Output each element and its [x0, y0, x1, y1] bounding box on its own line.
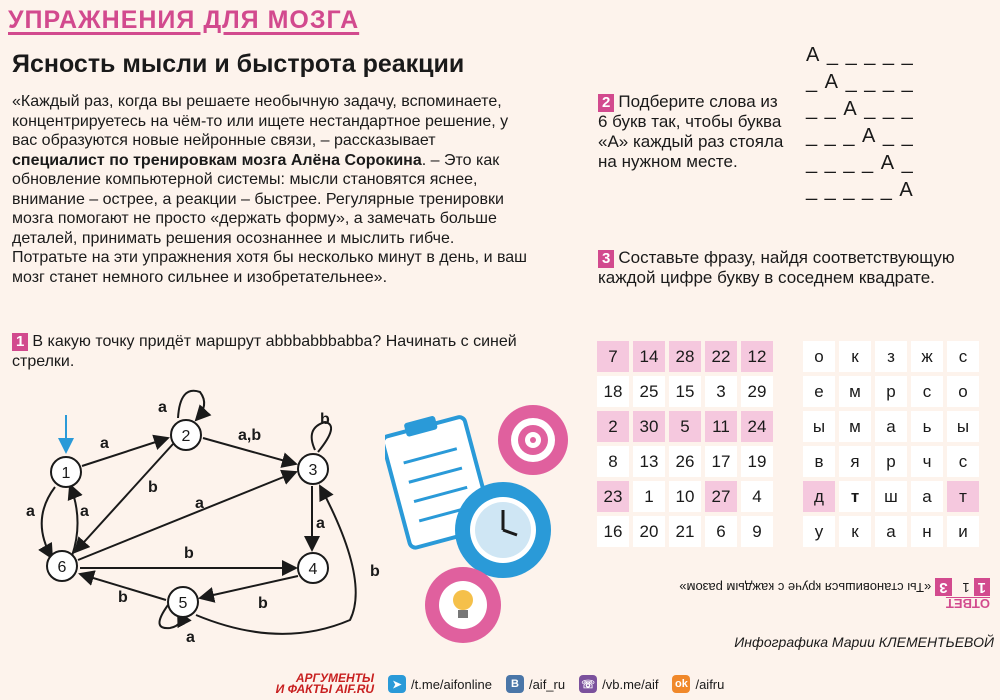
viber-link[interactable]: [579, 675, 658, 693]
letter-cell: ч: [911, 446, 943, 477]
number-cell: 1: [633, 481, 665, 512]
viber-text: /vb.me/aif: [602, 676, 659, 692]
letter-cell: и: [947, 516, 979, 547]
edge-label: b: [320, 411, 330, 428]
letters-row: [803, 446, 979, 477]
telegram-text: /t.me/aifonline: [411, 676, 492, 692]
number-cell: 21: [669, 516, 701, 547]
number-cell: 12: [741, 341, 773, 372]
ok-text: /aifru: [695, 676, 725, 692]
task1: [12, 332, 532, 372]
intro-part2: . – Это как обновление компьютерной системы: мысли становятся яснее, внимание – острее, а реакции – быстрее. Регулярные тренировки мозга помогают не просто «держать форму», а замечать больше деталей, принимать решения осознаннее и мыслить гибче. Потратьте на эти упражнения хотя бы несколько минут в день, и ваш мозг станет немного сильнее и изобретательнее».: [12, 151, 528, 286]
number-cell: 30: [633, 411, 665, 442]
letter-cell: ь: [911, 411, 943, 442]
letter-cell: а: [911, 481, 943, 512]
target-gear-icon: [498, 405, 568, 475]
answer-num-1: 1: [974, 578, 990, 596]
letter-cell: я: [839, 446, 871, 477]
number-cell: 4: [741, 481, 773, 512]
node-label: 6: [57, 559, 67, 576]
edge-label: a: [80, 503, 89, 520]
number-cell: 7: [597, 341, 629, 372]
letter-cell: ж: [911, 341, 943, 372]
letters-row: [803, 411, 979, 442]
letter-cell: д: [803, 481, 835, 512]
graph-edge: [200, 576, 298, 598]
viber-icon: ☏: [579, 675, 597, 693]
numbers-row: [597, 516, 773, 547]
edge-label: a: [100, 435, 109, 452]
section-header: УПРАЖНЕНИЯ ДЛЯ МОЗГА: [8, 6, 360, 34]
letter-cell: с: [947, 341, 979, 372]
letter-cell: т: [839, 481, 871, 512]
letter-cell: а: [875, 516, 907, 547]
letter-cell: а: [875, 411, 907, 442]
number-cell: 29: [741, 376, 773, 407]
footer: [0, 668, 1000, 700]
letters-row: [803, 481, 979, 512]
graph-edge: [75, 444, 173, 552]
letter-cell: р: [875, 446, 907, 477]
edge-label: a: [186, 629, 195, 646]
numbers-row: [597, 411, 773, 442]
number-cell: 6: [705, 516, 737, 547]
letters-row: [803, 376, 979, 407]
node-label: 2: [181, 428, 191, 445]
node-label: 3: [308, 462, 318, 479]
task3-text: Составьте фразу, найдя соответствующую каждой цифре букву в соседнем квадрате.: [598, 248, 955, 287]
vk-link[interactable]: [506, 675, 565, 693]
intro-text: [12, 92, 532, 287]
number-cell: 22: [705, 341, 737, 372]
pattern-row: _ _ А _ _ _: [806, 98, 914, 120]
number-cell: 8: [597, 446, 629, 477]
letters-row: [803, 516, 979, 547]
number-cell: 25: [633, 376, 665, 407]
pattern-row: _ _ _ А _ _: [806, 125, 914, 147]
logo-line1: АРГУМЕНТЫ: [295, 671, 375, 685]
number-cell: 20: [633, 516, 665, 547]
letter-cell: м: [839, 411, 871, 442]
edge-label: b: [184, 545, 194, 562]
intro-bold: специалист по тренировкам мозга Алёна Сорокина: [12, 151, 422, 169]
telegram-link[interactable]: [388, 675, 492, 693]
letter-cell: о: [947, 376, 979, 407]
logo-line2: И ФАКТЫ AIF.RU: [275, 682, 375, 696]
letter-cell: р: [875, 376, 907, 407]
ok-icon: ok: [672, 675, 690, 693]
number-cell: 3: [705, 376, 737, 407]
vk-text: /aif_ru: [528, 676, 566, 692]
number-cell: 11: [705, 411, 737, 442]
letter-cell: ы: [947, 411, 979, 442]
vk-icon: B: [506, 675, 524, 693]
edge-label: a: [316, 515, 325, 532]
number-cell: 27: [705, 481, 737, 512]
edge-label: b: [118, 589, 128, 606]
telegram-icon: ➤: [388, 675, 406, 693]
node-label: 1: [61, 465, 71, 482]
answer-num-3: 3: [935, 578, 951, 596]
clock-gear-icon: [455, 482, 551, 578]
letter-cell: к: [839, 341, 871, 372]
pattern-row: _ _ _ _ А _: [806, 152, 914, 174]
graph-edge: [196, 486, 356, 634]
route-graph: [0, 380, 400, 650]
number-cell: 10: [669, 481, 701, 512]
task1-number: 1: [12, 333, 28, 351]
aif-logo: [276, 673, 374, 695]
number-cell: 13: [633, 446, 665, 477]
task3: [598, 248, 978, 288]
edge-label: a: [26, 503, 35, 520]
number-cell: 9: [741, 516, 773, 547]
answer-value-3: «Ты становишься круче с каждым разом»: [679, 580, 932, 595]
intro-part1: «Каждый раз, когда вы решаете необычную задачу, вспоминаете, концентрируетесь на чём-то или ищете нестандартное решение, у вас образуются новые нейронные связи, – рассказывает: [12, 93, 509, 149]
gears-clipboard-illustration: [385, 395, 585, 655]
graph-edge: [42, 487, 55, 558]
letter-cell: н: [911, 516, 943, 547]
number-cell: 16: [597, 516, 629, 547]
ok-link[interactable]: [672, 675, 724, 693]
number-cell: 5: [669, 411, 701, 442]
graph-edge: [70, 485, 78, 556]
answer-block: [655, 578, 990, 611]
number-cell: 15: [669, 376, 701, 407]
credit: Инфографика Марии КЛЕМЕНТЬЕВОЙ: [734, 634, 994, 650]
letters-row: [803, 341, 979, 372]
letter-cell: з: [875, 341, 907, 372]
edge-label: a,b: [238, 427, 262, 444]
pattern-row: А _ _ _ _ _: [806, 44, 914, 66]
edge-label: a: [158, 399, 167, 416]
graph-edge: [82, 438, 168, 466]
pattern-row: _ А _ _ _ _: [806, 71, 914, 93]
letter-pattern: [806, 42, 914, 204]
edge-label: b: [148, 479, 158, 496]
answer-label: ОТВЕТ: [945, 596, 990, 611]
edge-label: b: [258, 595, 268, 612]
letter-cell: о: [803, 341, 835, 372]
numbers-row: [597, 341, 773, 372]
number-cell: 24: [741, 411, 773, 442]
task2: [598, 92, 788, 172]
node-label: 5: [178, 595, 188, 612]
number-cell: 19: [741, 446, 773, 477]
letter-cell: ы: [803, 411, 835, 442]
letter-cell: с: [911, 376, 943, 407]
letter-cell: в: [803, 446, 835, 477]
number-cell: 17: [705, 446, 737, 477]
answer-line: [655, 578, 990, 596]
number-cell: 18: [597, 376, 629, 407]
letter-cell: м: [839, 376, 871, 407]
graph-edge: [178, 391, 204, 420]
task3-number: 3: [598, 250, 614, 268]
letter-cell: ш: [875, 481, 907, 512]
task2-number: 2: [598, 94, 614, 112]
task1-text: В какую точку придёт маршрут abbbabbbabba? Начинать с синей стрелки.: [12, 333, 517, 370]
lightbulb-gear-icon: [425, 567, 501, 643]
letter-cell: к: [839, 516, 871, 547]
letters-grid: [799, 337, 983, 551]
task2-text: Подберите слова из 6 букв так, чтобы буква «А» каждый раз стояла на нужном месте.: [598, 92, 784, 171]
letter-cell: у: [803, 516, 835, 547]
number-cell: 2: [597, 411, 629, 442]
number-cell: 23: [597, 481, 629, 512]
pattern-row: _ _ _ _ _ А: [806, 179, 914, 201]
numbers-row: [597, 481, 773, 512]
letter-cell: с: [947, 446, 979, 477]
answer-value-1: 1: [962, 580, 970, 595]
node-label: 4: [308, 561, 318, 578]
letter-cell: е: [803, 376, 835, 407]
numbers-row: [597, 376, 773, 407]
page-title: Ясность мысли и быстрота реакции: [12, 50, 465, 78]
number-cell: 28: [669, 341, 701, 372]
numbers-row: [597, 446, 773, 477]
letter-cell: т: [947, 481, 979, 512]
edge-label: a: [195, 495, 204, 512]
numbers-grid: [593, 337, 777, 551]
number-cell: 26: [669, 446, 701, 477]
edge-label: b: [370, 563, 380, 580]
number-cell: 14: [633, 341, 665, 372]
